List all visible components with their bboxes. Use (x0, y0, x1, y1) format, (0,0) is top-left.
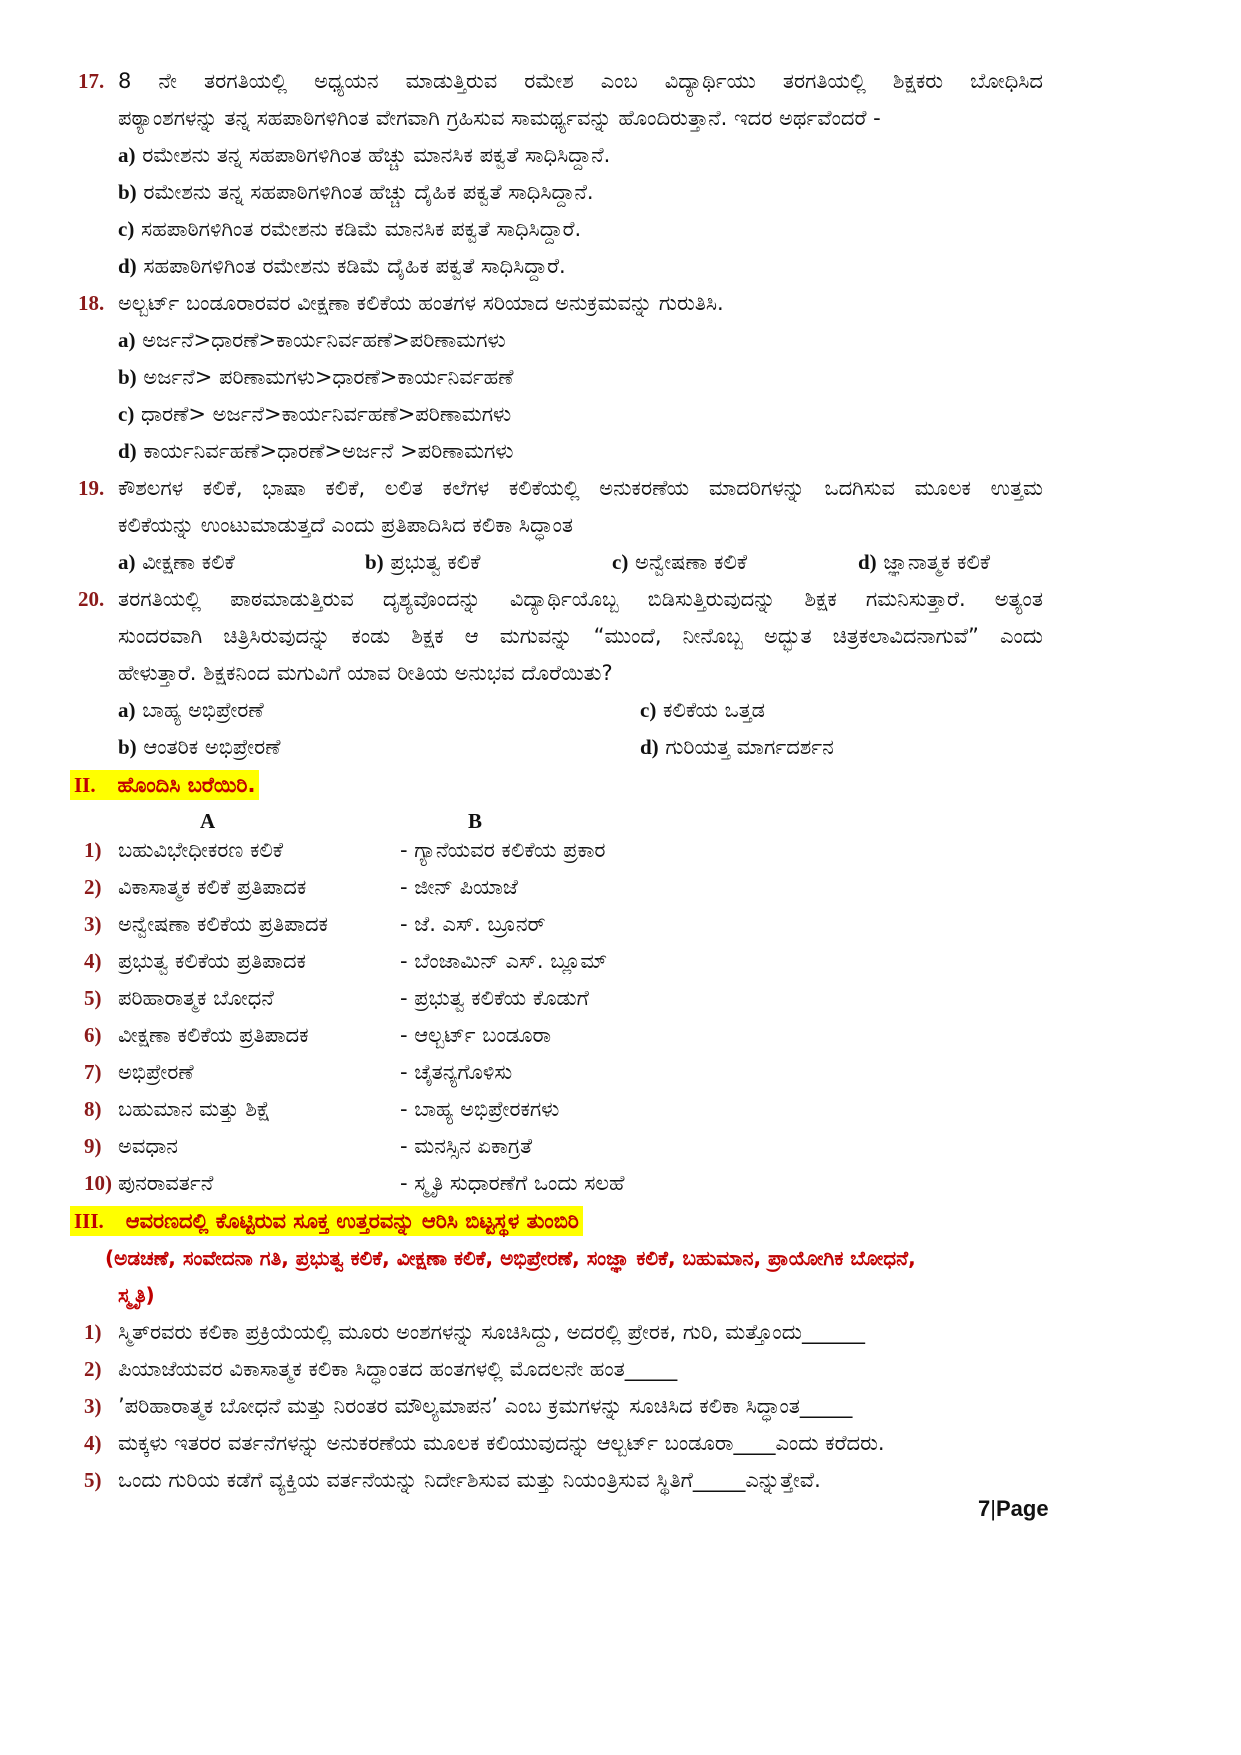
blank-number: 1) (84, 1320, 102, 1344)
option: d) ಕಾರ್ಯನಿರ್ವಹಣೆ>ಧಾರಣೆ>ಅರ್ಜನೆ >ಪರಿಣಾಮಗಳು (118, 439, 514, 463)
question-text-line: ಹೇಳುತ್ತಾರೆ. ಶಿಕ್ಷಕನಿಂದ ಮಗುವಿಗೆ ಯಾವ ರೀತಿಯ ಅನುಭವ ದೊರೆಯಿತು? (118, 661, 613, 685)
match-number: 6) (84, 1023, 102, 1047)
blank-number: 4) (84, 1431, 102, 1455)
question-number: 18. (78, 291, 105, 315)
match-item-a: ಪರಿಹಾರಾತ್ಮಕ ಬೋಧನೆ (118, 986, 274, 1010)
match-number: 1) (84, 838, 102, 862)
match-item-b: - ಜೀನ್ ಪಿಯಾಜೆ (400, 875, 518, 899)
match-number: 10) (84, 1171, 112, 1195)
question-number: 19. (78, 476, 105, 500)
match-item-a: ಪುನರಾವರ್ತನೆ (118, 1171, 214, 1195)
match-item-a: ವಿಕಾಸಾತ್ಮಕ ಕಲಿಕೆ ಪ್ರತಿಪಾದಕ (118, 875, 307, 899)
match-number: 9) (84, 1134, 102, 1158)
option: c) ಕಲಿಕೆಯ ಒತ್ತಡ (640, 698, 766, 722)
section-heading: III. ಆವರಣದಲ್ಲಿ ಕೊಟ್ಟಿರುವ ಸೂಕ್ತ ಉತ್ತರವನ್ನು ಆರಿಸಿ ಬಿಟ್ಟಸ್ಥಳ ತುಂಬಿರಿ (70, 1206, 583, 1236)
option: d) ಗುರಿಯತ್ತ ಮಾರ್ಗದರ್ಶನ (640, 735, 834, 759)
match-item-b: - ಗ್ಯಾನೆಯವರ ಕಲಿಕೆಯ ಪ್ರಕಾರ (400, 838, 606, 862)
match-number: 3) (84, 912, 102, 936)
answer-choices: (ಅಡಚಣೆ, ಸಂವೇದನಾ ಗತಿ, ಪ್ರಭುತ್ವ ಕಲಿಕೆ, ವೀಕ್ಷಣಾ ಕಲಿಕೆ, ಅಭಿಪ್ರೇರಣೆ, ಸಂಜ್ಞಾ ಕಲಿಕೆ, ಬಹುಮಾನ, ಪ್ರಾಯೋಗಿಕ ಬೋಧನೆ, (105, 1246, 916, 1270)
match-item-a: ಅಭಿಪ್ರೇರಣೆ (118, 1060, 194, 1084)
option: a) ಬಾಹ್ಯ ಅಭಿಪ್ರೇರಣೆ (118, 698, 264, 722)
match-number: 4) (84, 949, 102, 973)
question-number: 17. (78, 69, 105, 93)
option: c) ಸಹಪಾಠಿಗಳಿಗಿಂತ ರಮೇಶನು ಕಡಿಮೆ ಮಾನಸಿಕ ಪಕ್ವತೆ ಸಾಧಿಸಿದ್ದಾರೆ. (118, 217, 582, 241)
answer-choices: ಸ್ಮೃತಿ) (118, 1283, 155, 1307)
match-item-b: - ಸ್ಮೃತಿ ಸುಧಾರಣೆಗೆ ಒಂದು ಸಲಹೆ (400, 1171, 625, 1195)
match-number: 8) (84, 1097, 102, 1121)
page-label: Page (995, 1496, 1049, 1521)
option: b) ಅರ್ಜನೆ> ಪರಿಣಾಮಗಳು>ಧಾರಣೆ>ಕಾರ್ಯನಿರ್ವಹಣೆ (118, 365, 514, 389)
question-text-line: ಅಲ್ಬರ್ಟ್ ಬಂಡೂರಾರವರ ವೀಕ್ಷಣಾ ಕಲಿಕೆಯ ಹಂತಗಳ ಸರಿಯಾದ ಅನುಕ್ರಮವನ್ನು ಗುರುತಿಸಿ. (118, 291, 724, 315)
fill-blank-item: ’ಪರಿಹಾರಾತ್ಮಕ ಬೋಧನೆ ಮತ್ತು ನಿರಂತರ ಮೌಲ್ಯಮಾಪನ’ ಎಂಬ ಕ್ರಮಗಳನ್ನು ಸೂಚಿಸಿದ ಕಲಿಕಾ ಸಿದ್ಧಾಂತ_____ (118, 1394, 853, 1418)
question-text-line: ಕಲಿಕೆಯನ್ನು ಉಂಟುಮಾಡುತ್ತದೆ ಎಂದು ಪ್ರತಿಪಾದಿಸಿದ ಕಲಿಕಾ ಸಿದ್ಧಾಂತ (118, 513, 574, 537)
match-item-b: - ಜೆ. ಎಸ್. ಬ್ರೂನರ್ (400, 912, 546, 936)
match-number: 7) (84, 1060, 102, 1084)
fill-blank-item: ಪಿಯಾಜೆಯವರ ವಿಕಾಸಾತ್ಮಕ ಕಲಿಕಾ ಸಿದ್ಧಾಂತದ ಹಂತಗಳಲ್ಲಿ ಮೊದಲನೇ ಹಂತ_____ (118, 1357, 678, 1381)
option: b) ಪ್ರಭುತ್ವ ಕಲಿಕೆ (365, 550, 481, 574)
match-item-a: ಪ್ರಭುತ್ವ ಕಲಿಕೆಯ ಪ್ರತಿಪಾದಕ (118, 949, 306, 973)
blank-number: 3) (84, 1394, 102, 1418)
option: c) ಧಾರಣೆ> ಅರ್ಜನೆ>ಕಾರ್ಯನಿರ್ವಹಣೆ>ಪರಿಣಾಮಗಳು (118, 402, 512, 426)
match-item-a: ಅನ್ವೇಷಣಾ ಕಲಿಕೆಯ ಪ್ರತಿಪಾದಕ (118, 912, 328, 936)
match-item-b: - ಬಾಹ್ಯ ಅಭಿಪ್ರೇರಕಗಳು (400, 1097, 560, 1121)
option: b) ರಮೇಶನು ತನ್ನ ಸಹಪಾಠಿಗಳಿಗಿಂತ ಹೆಚ್ಚು ದೈಹಿಕ ಪಕ್ವತೆ ಸಾಧಿಸಿದ್ದಾನೆ. (118, 180, 594, 204)
blank-number: 2) (84, 1357, 102, 1381)
page-footer: 7|Page (978, 1496, 1049, 1521)
option: d) ಸಹಪಾಠಿಗಳಿಗಿಂತ ರಮೇಶನು ಕಡಿಮೆ ದೈಹಿಕ ಪಕ್ವತೆ ಸಾಧಿಸಿದ್ದಾರೆ. (118, 254, 566, 278)
match-item-b: - ಬೆಂಜಾಮಿನ್ ಎಸ್. ಬ್ಲೂಮ್ (400, 949, 608, 973)
match-item-b: - ಮನಸ್ಸಿನ ಏಕಾಗ್ರತೆ (400, 1134, 533, 1158)
match-number: 2) (84, 875, 102, 899)
match-item-a: ಬಹುವಿಭೇಧೀಕರಣ ಕಲಿಕೆ (118, 838, 284, 862)
question-text-line: ಕೌಶಲಗಳ ಕಲಿಕೆ, ಭಾಷಾ ಕಲಿಕೆ, ಲಲಿತ ಕಲೆಗಳ ಕಲಿಕೆಯಲ್ಲಿ ಅನುಕರಣೆಯ ಮಾದರಿಗಳನ್ನು ಒದಗಿಸುವ ಮೂಲಕ ಉತ್ತಮ (118, 476, 1043, 500)
blank-number: 5) (84, 1468, 102, 1492)
match-item-a: ಅವಧಾನ (118, 1134, 178, 1158)
match-item-b: - ಪ್ರಭುತ್ವ ಕಲಿಕೆಯ ಕೊಡುಗೆ (400, 986, 589, 1010)
option: a) ವೀಕ್ಷಣಾ ಕಲಿಕೆ (118, 550, 235, 574)
match-item-b: - ಆಲ್ಬರ್ಟ್ ಬಂಡೂರಾ (400, 1023, 552, 1047)
column-header-a: A (200, 809, 216, 833)
page-number: 7 (978, 1496, 991, 1521)
match-number: 5) (84, 986, 102, 1010)
option: b) ಆಂತರಿಕ ಅಭಿಪ್ರೇರಣೆ (118, 735, 281, 759)
question-text-line: 8 ನೇ ತರಗತಿಯಲ್ಲಿ ಅಧ್ಯಯನ ಮಾಡುತ್ತಿರುವ ರಮೇಶ ಎಂಬ ವಿದ್ಯಾರ್ಥಿಯು ತರಗತಿಯಲ್ಲಿ ಶಿಕ್ಷಕರು ಬೋಧಿಸಿದ (118, 69, 1043, 93)
question-number: 20. (78, 587, 105, 611)
column-header-b: B (468, 809, 483, 833)
match-item-a: ಬಹುಮಾನ ಮತ್ತು ಶಿಕ್ಷೆ (118, 1097, 271, 1121)
question-text-line: ಪಠ್ಯಾಂಶಗಳನ್ನು ತನ್ನ ಸಹಪಾಠಿಗಳಿಗಿಂತ ವೇಗವಾಗಿ ಗ್ರಹಿಸುವ ಸಾಮರ್ಥ್ಯವನ್ನು ಹೊಂದಿರುತ್ತಾನೆ. ಇದರ ಅರ್ಥವೆಂದರೆ - (118, 106, 881, 130)
option: c) ಅನ್ವೇಷಣಾ ಕಲಿಕೆ (612, 550, 748, 574)
section-heading: II. ಹೊಂದಿಸಿ ಬರೆಯಿರಿ. (70, 770, 259, 800)
option: a) ರಮೇಶನು ತನ್ನ ಸಹಪಾಠಿಗಳಿಗಿಂತ ಹೆಚ್ಚು ಮಾನಸಿಕ ಪಕ್ವತೆ ಸಾಧಿಸಿದ್ದಾನೆ. (118, 143, 611, 167)
question-text-line: ಸುಂದರವಾಗಿ ಚಿತ್ರಿಸಿರುವುದನ್ನು ಕಂಡು ಶಿಕ್ಷಕ ಆ ಮಗುವನ್ನು “ಮುಂದೆ, ನೀನೊಬ್ಬ ಅದ್ಭುತ ಚಿತ್ರಕಲಾವಿದನಾಗುವೆ” ಎಂದು (118, 624, 1043, 648)
question-text-line: ತರಗತಿಯಲ್ಲಿ ಪಾಠಮಾಡುತ್ತಿರುವ ದೃಶ್ಯವೊಂದನ್ನು ವಿದ್ಯಾರ್ಥಿಯೊಬ್ಬ ಬಿಡಿಸುತ್ತಿರುವುದನ್ನು ಶಿಕ್ಷಕ ಗಮನಿಸುತ್ತಾರೆ. ಅತ್ಯಂತ (118, 587, 1043, 611)
match-item-a: ವೀಕ್ಷಣಾ ಕಲಿಕೆಯ ಪ್ರತಿಪಾದಕ (118, 1023, 309, 1047)
match-item-b: - ಚೈತನ್ಯಗೊಳಿಸು (400, 1060, 513, 1084)
option: a) ಅರ್ಜನೆ>ಧಾರಣೆ>ಕಾರ್ಯನಿರ್ವಹಣೆ>ಪರಿಣಾಮಗಳು (118, 328, 506, 352)
fill-blank-item: ಸ್ಮಿತ್‌ರವರು ಕಲಿಕಾ ಪ್ರಕ್ರಿಯೆಯಲ್ಲಿ ಮೂರು ಅಂಶಗಳನ್ನು ಸೂಚಿಸಿದ್ದು, ಅದರಲ್ಲಿ ಪ್ರೇರಕ, ಗುರಿ, ಮತ್ತೊಂದು______ (118, 1320, 865, 1344)
fill-blank-item: ಒಂದು ಗುರಿಯ ಕಡೆಗೆ ವ್ಯಕ್ತಿಯ ವರ್ತನೆಯನ್ನು ನಿರ್ದೇಶಿಸುವ ಮತ್ತು ನಿಯಂತ್ರಿಸುವ ಸ್ಥಿತಿಗೆ_____ಎನ್ನುತ್ತೇವೆ. (118, 1468, 821, 1492)
fill-blank-item: ಮಕ್ಕಳು ಇತರರ ವರ್ತನೆಗಳನ್ನು ಅನುಕರಣೆಯ ಮೂಲಕ ಕಲಿಯುವುದನ್ನು ಆಲ್ಬರ್ಟ್ ಬಂಡೂರಾ____ಎಂದು ಕರೆದರು. (118, 1431, 885, 1455)
option: d) ಜ್ಞಾನಾತ್ಮಕ ಕಲಿಕೆ (858, 550, 991, 574)
